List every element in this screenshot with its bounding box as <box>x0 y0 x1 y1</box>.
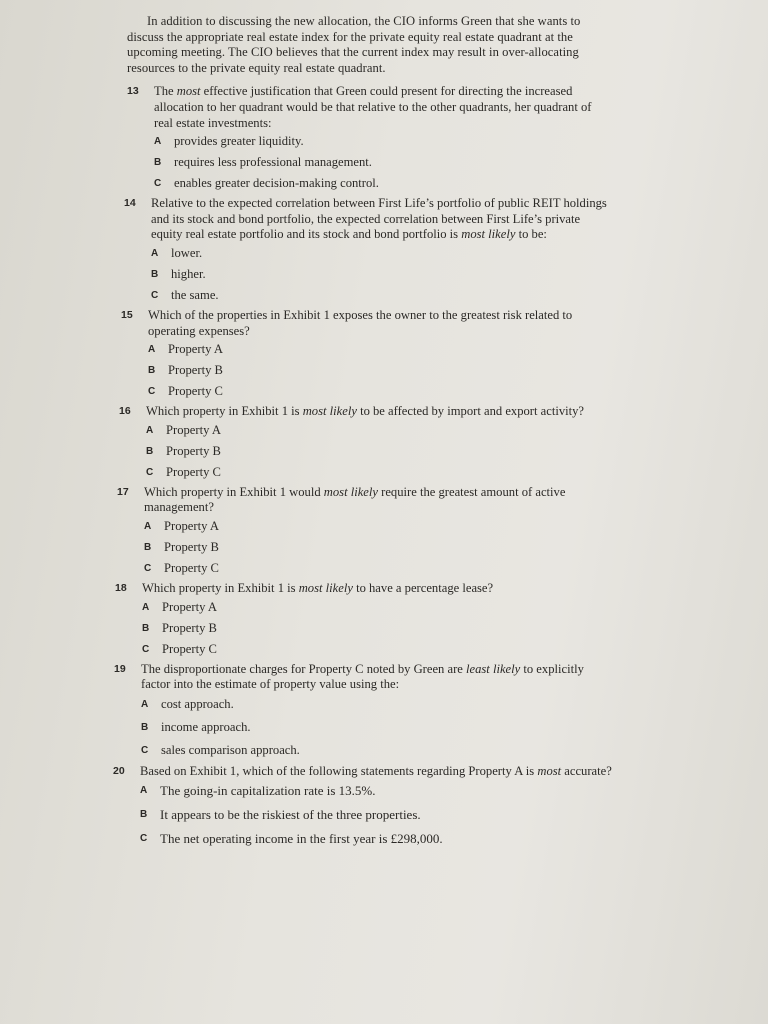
option-letter: B <box>140 809 148 821</box>
option-a <box>144 516 608 537</box>
option-text: the same. <box>171 287 219 302</box>
option-b <box>141 716 608 739</box>
question-number: 13 <box>127 85 139 98</box>
option-b <box>148 360 583 381</box>
option-b <box>146 441 603 462</box>
option-text: Property B <box>162 620 217 635</box>
option-c <box>140 827 613 851</box>
option-letter: A <box>142 601 150 613</box>
question-number: 16 <box>119 405 131 418</box>
option-b <box>154 152 603 173</box>
question-13 <box>127 84 603 194</box>
option-letter: A <box>154 136 162 148</box>
option-c <box>141 739 608 762</box>
question-stem: The most effective justification that Green could present for directing the increased allocation to her quadrant would be that relative to the other quadrants, her quadrant of real estate investments: <box>154 84 592 130</box>
option-letter: B <box>154 157 162 169</box>
option-b <box>144 537 608 558</box>
option-c <box>142 639 618 660</box>
question-stem: Which of the properties in Exhibit 1 exposes the owner to the greatest risk related to operating expenses? <box>148 307 573 338</box>
question-stem: Which property in Exhibit 1 is most likely to be affected by import and export activity? <box>146 404 584 419</box>
option-text: Property A <box>162 599 217 614</box>
option-b <box>151 264 608 285</box>
question-20 <box>113 764 613 852</box>
option-text: cost approach. <box>161 696 234 711</box>
question-number: 17 <box>117 485 129 498</box>
option-letter: C <box>151 289 159 301</box>
option-text: higher. <box>171 266 206 281</box>
option-text: provides greater liquidity. <box>174 134 304 149</box>
question-number: 19 <box>114 662 126 675</box>
option-text: The going-in capitalization rate is 13.5%. <box>160 783 376 799</box>
question-stem: Which property in Exhibit 1 is most likely to have a percentage lease? <box>142 580 494 595</box>
option-letter: B <box>142 622 150 634</box>
question-number: 18 <box>115 581 127 594</box>
option-text: Property A <box>164 518 219 533</box>
option-a <box>141 693 608 716</box>
option-c <box>148 381 583 402</box>
option-letter: C <box>144 562 152 574</box>
option-letter: A <box>141 698 149 710</box>
option-c <box>154 173 603 194</box>
question-stem: Relative to the expected correlation between First Life’s portfolio of public REIT holdings and its stock and bond portfolio, the expected correlation between First Life’s private equity real estate portfolio and its stock and bond portfolio is most likely to be: <box>151 196 607 242</box>
option-text: requires less professional management. <box>174 155 372 170</box>
option-letter: B <box>146 445 154 457</box>
option-letter: C <box>154 178 162 190</box>
option-letter: C <box>140 833 148 845</box>
question-19 <box>114 662 608 762</box>
option-text: sales comparison approach. <box>161 742 300 757</box>
option-text: It appears to be the riskiest of the three properties. <box>160 807 421 823</box>
option-text: Property C <box>162 641 217 656</box>
option-letter: C <box>146 466 154 478</box>
option-letter: A <box>148 344 156 356</box>
option-text: Property B <box>166 443 221 458</box>
option-a <box>140 779 613 803</box>
option-text: income approach. <box>161 719 251 734</box>
option-a <box>151 243 608 264</box>
option-text: lower. <box>171 245 203 260</box>
question-stem: The disproportionate charges for Property C noted by Green are least likely to explicitly factor into the estimate of property value using the: <box>141 661 584 692</box>
question-number: 14 <box>124 197 136 210</box>
question-15 <box>121 308 583 402</box>
option-a <box>142 597 618 618</box>
question-number: 15 <box>121 308 133 321</box>
option-text: Property C <box>168 384 223 399</box>
option-text: The net operating income in the first year is £298,000. <box>160 831 443 847</box>
intro-paragraph: In addition to discussing the new allocation, the CIO informs Green that she wants to discuss the appropriate real estate index for the private equity real estate quadrant at the upcoming meeting. The CIO believes that the current index may result in over-allocating resources to the private equity real estate quadrant. <box>127 14 581 75</box>
question-17 <box>117 485 608 579</box>
option-letter: C <box>141 744 149 756</box>
option-letter: B <box>141 721 149 733</box>
option-letter: A <box>146 424 154 436</box>
question-stem: Based on Exhibit 1, which of the following statements regarding Property A is most accurate? <box>140 763 612 778</box>
option-letter: C <box>148 386 156 398</box>
question-number: 20 <box>113 764 125 777</box>
option-text: Property B <box>168 363 223 378</box>
option-c <box>146 462 603 483</box>
option-c <box>144 558 608 579</box>
option-text: Property A <box>166 422 221 437</box>
option-letter: A <box>140 785 148 797</box>
option-a <box>154 131 603 152</box>
option-letter: B <box>151 268 159 280</box>
option-letter: A <box>151 247 159 259</box>
option-letter: B <box>148 365 156 377</box>
option-a <box>146 420 603 441</box>
option-text: Property C <box>164 560 219 575</box>
option-b <box>142 618 618 639</box>
option-text: Property B <box>164 539 219 554</box>
option-letter: C <box>142 643 150 655</box>
option-b <box>140 803 613 827</box>
option-text: Property A <box>168 342 223 357</box>
option-letter: A <box>144 520 152 532</box>
option-text: enables greater decision-making control. <box>174 176 379 191</box>
question-14 <box>124 196 608 306</box>
question-16 <box>119 404 603 483</box>
option-letter: B <box>144 541 152 553</box>
question-stem: Which property in Exhibit 1 would most likely require the greatest amount of active management? <box>144 484 566 515</box>
option-a <box>148 339 583 360</box>
option-text: Property C <box>166 464 221 479</box>
option-c <box>151 285 608 306</box>
question-18 <box>115 581 618 660</box>
